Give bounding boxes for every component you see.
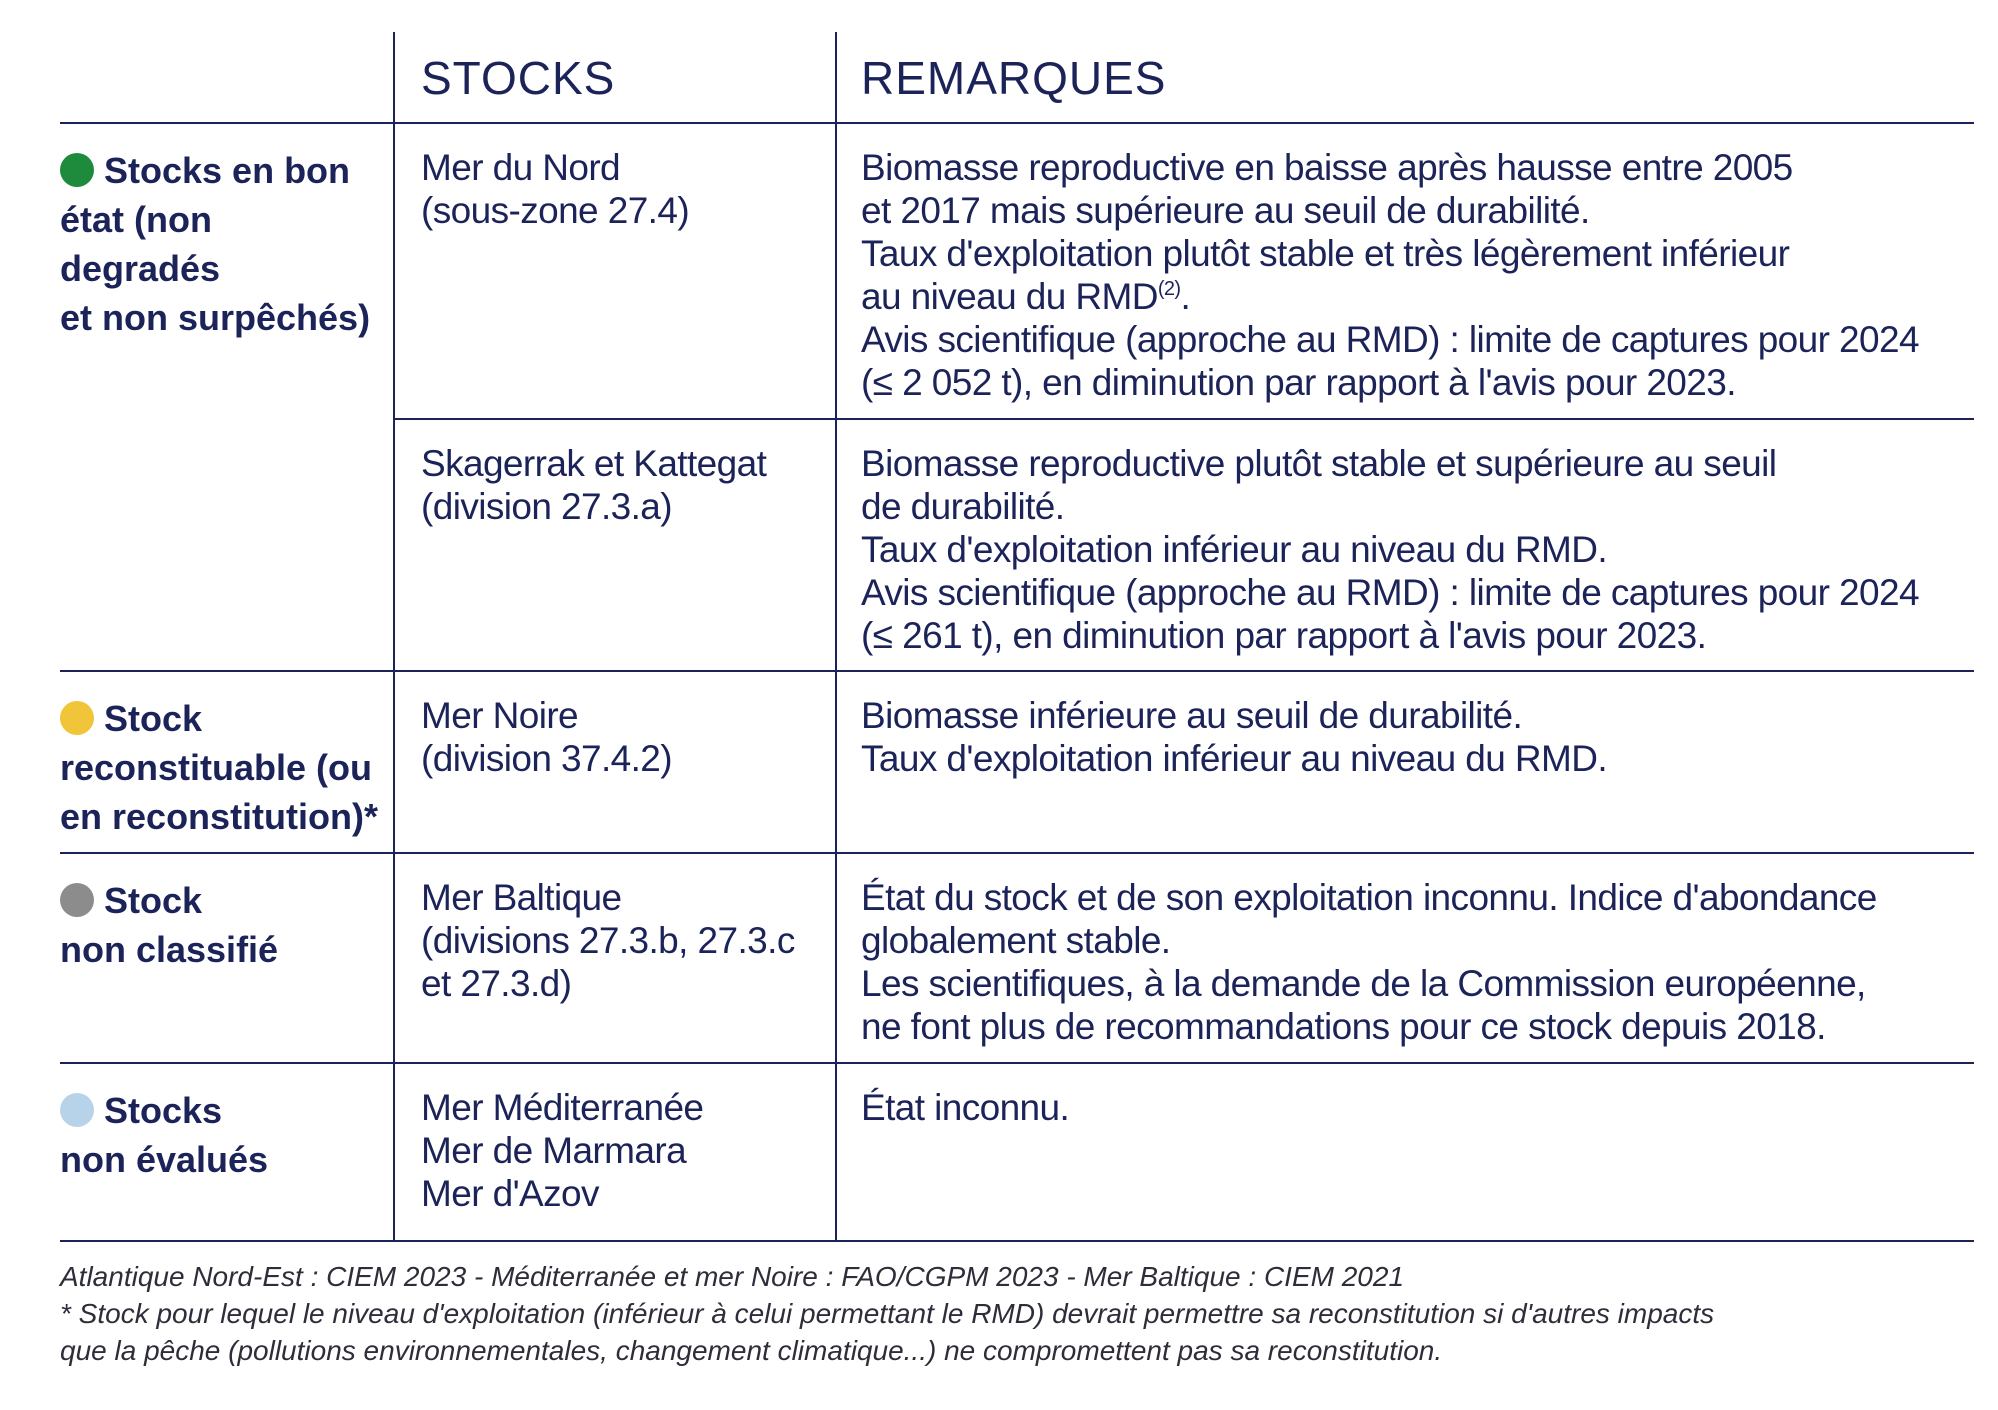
remark-cell-mediterranee: État inconnu.	[835, 1064, 1974, 1240]
table-row-good	[60, 124, 1974, 672]
header-stocks-cell	[393, 32, 835, 122]
remark-cell-mer-noire: Biomasse inférieure au seuil de durabilité. Taux d'exploitation inférieur au niveau du RMD.	[835, 672, 1974, 852]
stocks-table	[60, 32, 1974, 1242]
grey-dot-icon	[60, 883, 94, 917]
remark-cell-skagerrak: Biomasse reproductive plutôt stable et supérieure au seuil de durabilité. Taux d'exploitation inférieur au niveau du RMD. Avis scientifique (approche au RMD) : limite de captures pour 2024 (≤ 261 t), en diminution par rapport à l'avis pour 2023.	[835, 420, 1974, 670]
header-remarques: REMARQUES	[861, 52, 1167, 104]
stock-cell-mer-noire: Mer Noire (division 37.4.2)	[393, 672, 835, 852]
stock-cell-skagerrak: Skagerrak et Kattegat (division 27.3.a)	[393, 420, 835, 670]
source-note: Atlantique Nord-Est : CIEM 2023 - Méditerranée et mer Noire : FAO/CGPM 2023 - Mer Baltique : CIEM 2021	[60, 1261, 1405, 1292]
status-label-good: Stocks en bon état (non degradés et non surpêchés)	[60, 150, 371, 338]
status-label-unassessed: Stocks non évalués	[60, 1090, 269, 1180]
header-remarques-cell	[835, 32, 1974, 122]
table-row-unclassified	[60, 854, 1974, 1064]
table-row-unassessed	[60, 1064, 1974, 1242]
status-cell-unclassified	[60, 854, 393, 1062]
light-blue-dot-icon	[60, 1093, 94, 1127]
table-row-rebuild	[60, 672, 1974, 854]
stock-cell-mediterranee: Mer Méditerranée Mer de Marmara Mer d'Azov	[393, 1064, 835, 1240]
status-label-unclassified: Stock non classifié	[60, 880, 279, 970]
yellow-dot-icon	[60, 701, 94, 735]
status-cell-rebuild	[60, 672, 393, 852]
footnote-ref: (2)	[1157, 278, 1181, 300]
remark-cell-mer-baltique: État du stock et de son exploitation inconnu. Indice d'abondance globalement stable. Les scientifiques, à la demande de la Commission européenne, ne font plus de recommandations pour ce stock depuis 2018.	[835, 854, 1974, 1062]
status-cell-unassessed	[60, 1064, 393, 1240]
table-header-row	[60, 32, 1974, 124]
asterisk-note-line-1: * Stock pour lequel le niveau d'exploitation (inférieur à celui permettant le RMD) devrait permettre sa reconstitution si d'autres impacts	[60, 1298, 1715, 1329]
remark-cell-mer-du-nord: Biomasse reproductive en baisse après hausse entre 2005 et 2017 mais supérieure au seuil de durabilité. Taux d'exploitation plutôt stable et très légèrement inférieur au niveau du RMD$^{(2)}$. Avis scientifique (approche au RMD) : limite de captures pour 2024 (≤ 2 052 t), en diminution par rapport à l'avis pour 2023.	[835, 124, 1974, 418]
stock-cell-mer-du-nord: Mer du Nord (sous-zone 27.4)	[393, 124, 835, 418]
header-stocks: STOCKS	[421, 52, 616, 104]
header-status-cell	[60, 32, 393, 122]
footnotes	[60, 1258, 1960, 1369]
status-cell-good	[60, 124, 393, 670]
asterisk-note-line-2: que la pêche (pollutions environnementales, changement climatique...) ne compromettent pas sa reconstitution.	[60, 1335, 1443, 1366]
status-label-rebuild: Stock reconstituable (ou en reconstitution)*	[60, 698, 379, 837]
green-dot-icon	[60, 153, 94, 187]
stock-cell-mer-baltique: Mer Baltique (divisions 27.3.b, 27.3.c et 27.3.d)	[393, 854, 835, 1062]
